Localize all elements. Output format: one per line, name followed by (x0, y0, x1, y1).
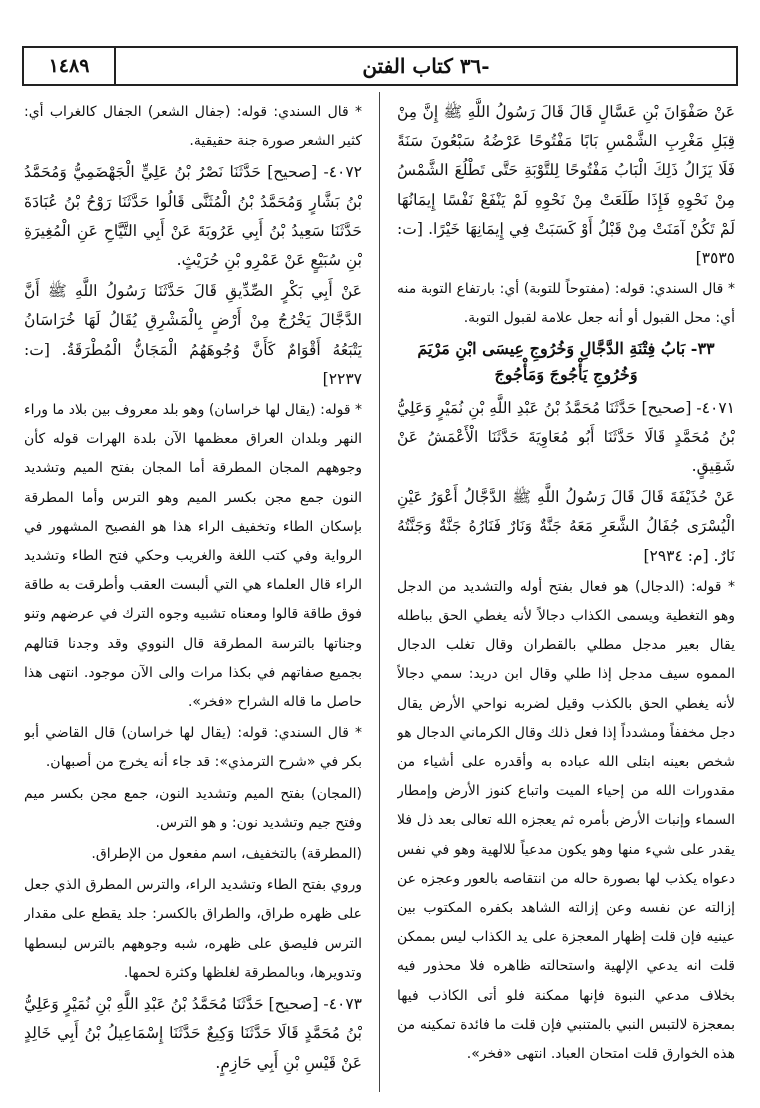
page-number: ١٤٨٩ (24, 48, 116, 84)
commentary: وروي بفتح الطاء وتشديد الراء، والترس المطرق الذي جعل على ظهره طراق، والطراق بالكسر: جلد يقطع على مقدار الترس فليصق على ظهره، شبه وجوههم بالترس لبسطها وتدويرها، وبالمطرقة لغلظها وكثرة لحمها. (24, 877, 362, 981)
right-column (397, 98, 735, 1098)
hadith-chain: ٤٠٧١- [صحيح] حَدَّثَنَا مُحَمَّدُ بْنُ عَبْدِ اللَّهِ بْنِ نُمَيْرٍ وَعَلِيُّ بْنُ مُحَمَّدٍ قَالَا حَدَّثَنَا أَبُو مُعَاوِيَةَ حَدَّثَنَا الْأَعْمَشُ عَنْ شَقِيقٍ. (397, 398, 735, 476)
commentary: * قال السندي: قوله: (يقال لها خراسان) قال القاضي أبو بكر في «شرح الترمذي»: قد جاء أنه يخرج من أصبهان. (24, 725, 362, 771)
hadith-text: عَنْ أَبِي بَكْرٍ الصِّدِّيقِ قَالَ حَدَّثَنَا رَسُولُ اللَّهِ ﷺ أَنَّ الدَّجَّالَ يَخْرُجُ مِنْ أَرْضٍ بِالْمَشْرِقِ يُقَالُ لَهَا خُرَاسَانُ يَتْبَعُهُ أَقْوَامٌ كَأَنَّ وُجُوهَهُمُ الْمَجَانُّ الْمُطْرَقَةُ. [ت: ٢٢٣٧] (24, 282, 362, 388)
chapter-title: -٣٦ كتاب الفتن (362, 54, 490, 78)
hadith-text: عَنْ حُذَيْفَةَ قَالَ قَالَ رَسُولُ اللَّهِ ﷺ الدَّجَّالُ أَعْوَرُ عَيْنِ الْيُسْرَى جُفَالُ الشَّعَرِ مَعَهُ جَنَّةٌ وَنَارٌ فَنَارُهُ جَنَّةٌ وَجَنَّتُهُ نَارٌ. [م: ٢٩٣٤] (397, 488, 735, 565)
commentary: * قال السندي: قوله: (مفتوحاً للتوبة) أي: بارتفاع التوبة منه أي: محل القبول أو أنه جعل علامة لقبول التوبة. (397, 281, 735, 327)
page-header (22, 46, 738, 86)
book-page (22, 46, 738, 1096)
hadith-chain: ٤٠٧٣- [صحيح] حَدَّثَنَا مُحَمَّدُ بْنُ عَبْدِ اللَّهِ بْنِ نُمَيْرٍ وَعَلِيُّ بْنُ مُحَمَّدٍ قَالَا حَدَّثَنَا وَكِيعٌ حَدَّثَنَا إِسْمَاعِيلُ بْنُ أَبِي خَالِدٍ عَنْ قَيْسِ بْنِ أَبِي حَازِمٍ. (24, 995, 362, 1072)
hadith-chain: ٤٠٧٢- [صحيح] حَدَّثَنَا نَصْرُ بْنُ عَلِيٍّ الْجَهْضَمِيُّ وَمُحَمَّدُ بْنُ بَشَّارٍ وَمُحَمَّدُ بْنُ الْمُثَنَّى قَالُوا حَدَّثَنَا رَوْحُ بْنُ عُبَادَةَ حَدَّثَنَا سَعِيدُ بْنُ أَبِي عَرُوبَةَ عَنْ أَبِي التَّيَّاحِ عَنِ الْمُغِيرَةِ بْنِ سُبَيْعٍ عَنْ عَمْرِو بْنِ حُرَيْثٍ. (24, 163, 362, 270)
commentary: (المطرقة) بالتخفيف، اسم مفعول من الإطراق. (91, 846, 362, 863)
chapter-heading: ٣٣- بَابُ فِتْنَةِ الدَّجَّالِ وَخُرُوجِ عِيسَى ابْنِ مَرْيَمَ وَخُرُوجِ يَأْجُوجَ وَمَأْجُوجَ (417, 338, 715, 384)
hadith-text: عَنْ صَفْوَانَ بْنِ عَسَّالٍ قَالَ قَالَ رَسُولُ اللَّهِ ﷺ إِنَّ مِنْ قِبَلِ مَغْرِبِ الشَّمْسِ بَابًا مَفْتُوحًا عَرْضُهُ سَبْعُونَ سَنَةً فَلَا يَزَالُ ذَلِكَ الْبَابُ مَفْتُوحًا لِلتَّوْبَةِ حَتَّى تَطْلُعَ الشَّمْسُ مِنْ نَحْوِهِ فَإِذَا طَلَعَتْ مِنْ نَحْوِهِ لَمْ يَنْفَعْ نَفْسًا إِيمَانُهَا لَمْ تَكُنْ آمَنَتْ مِنْ قَبْلُ أَوْ كَسَبَتْ فِي إِيمَانِهَا خَيْرًا. [ت: ٣٥٣٥] (397, 103, 735, 268)
left-column (24, 98, 362, 1098)
commentary: * قوله: (يقال لها خراسان) وهو بلد معروف بين بلاد ما وراء النهر وبلدان العراق معظمها الآن بلدة الهرات قوله كأن وجوههم المجان المطرقة أما المجان بفتح الميم وتشديد النون جمع مجن بكسر الميم وهو الترس وأما المطرقة بإسكان الطاء وتخفيف الراء هذا هو الفصيح المشهور في الرواية وفي كتب اللغة والغريب وحكي فتح الطاء وتشديد الراء قال العلماء هي التي ألبست العقب وأطرقت به طاقة فوق طاقة قالوا ومعناه تشبيه وجوه الترك في عرضهم وتنو وجناتها بالترسة المطرقة قال النووي وقد وجدنا قتالهم بجميع صفاتهم في بكذا مرات والى الآن موجود. انتهى هذا حاصل ما قاله الشراح «فخر». (24, 402, 362, 711)
column-divider (379, 92, 380, 1092)
commentary: * قوله: (الدجال) هو فعال بفتح أوله والتشديد من الدجل وهو التغطية ويسمى الكذاب دجالاً لأنه يغطي الحق بباطله يقال بعير مدجل مطلي بالقطران وقال تغلب الدجال المموه سيف مدجل إذا طلي وقال ابن دريد: سمي دجالاً لأنه يغطي الحق بالكذب وقيل لضربه نواحي الأرض يقال دجل مخففاً ومشدداً إذا فعل ذلك وقال الكرماني الدجال هو شخص بعينه ابتلى الله عباده به وأقدره على أشياء من مقدورات الله من إحياء الميت واتباع كنوز الأرض وإمطار السماء وإنبات الأرض بأمره ثم يعجزه الله تعالى بعد ذل فلا يقدر على شيء منها وهو يكون مدعياً للالهية وهو في نفس دعواه يكذب لها بصورة حاله من انتقاصه بالعور وعجزه عن إزالته عن نفسه وعن إزالته الشاهد بكفره المكتوب بين عينيه فإن قلت إظهار المعجزة على يد الكذاب ليس بممكن قلت انه يدعي الإلهية واستحالته ظاهره فلا محذور فيه بخلاف مدعي النبوة فإنها ممكنة فلو أتى الكاذب فيها بمعجزة لالتبس النبي بالمتنبي فإن قلت ما فائدة تمكينه من هذه الخوارق قلت امتحان العباد. انتهى «فخر». (397, 578, 735, 1063)
commentary: * قال السندي: قوله: (جفال الشعر) الجفال كالغراب أي: كثير الشعر صورة جنة حقيقية. (24, 104, 362, 150)
commentary: (المجان) بفتح الميم وتشديد النون، جمع مجن بكسر ميم وفتح جيم وتشديد نون: و هو الترس. (24, 785, 362, 831)
